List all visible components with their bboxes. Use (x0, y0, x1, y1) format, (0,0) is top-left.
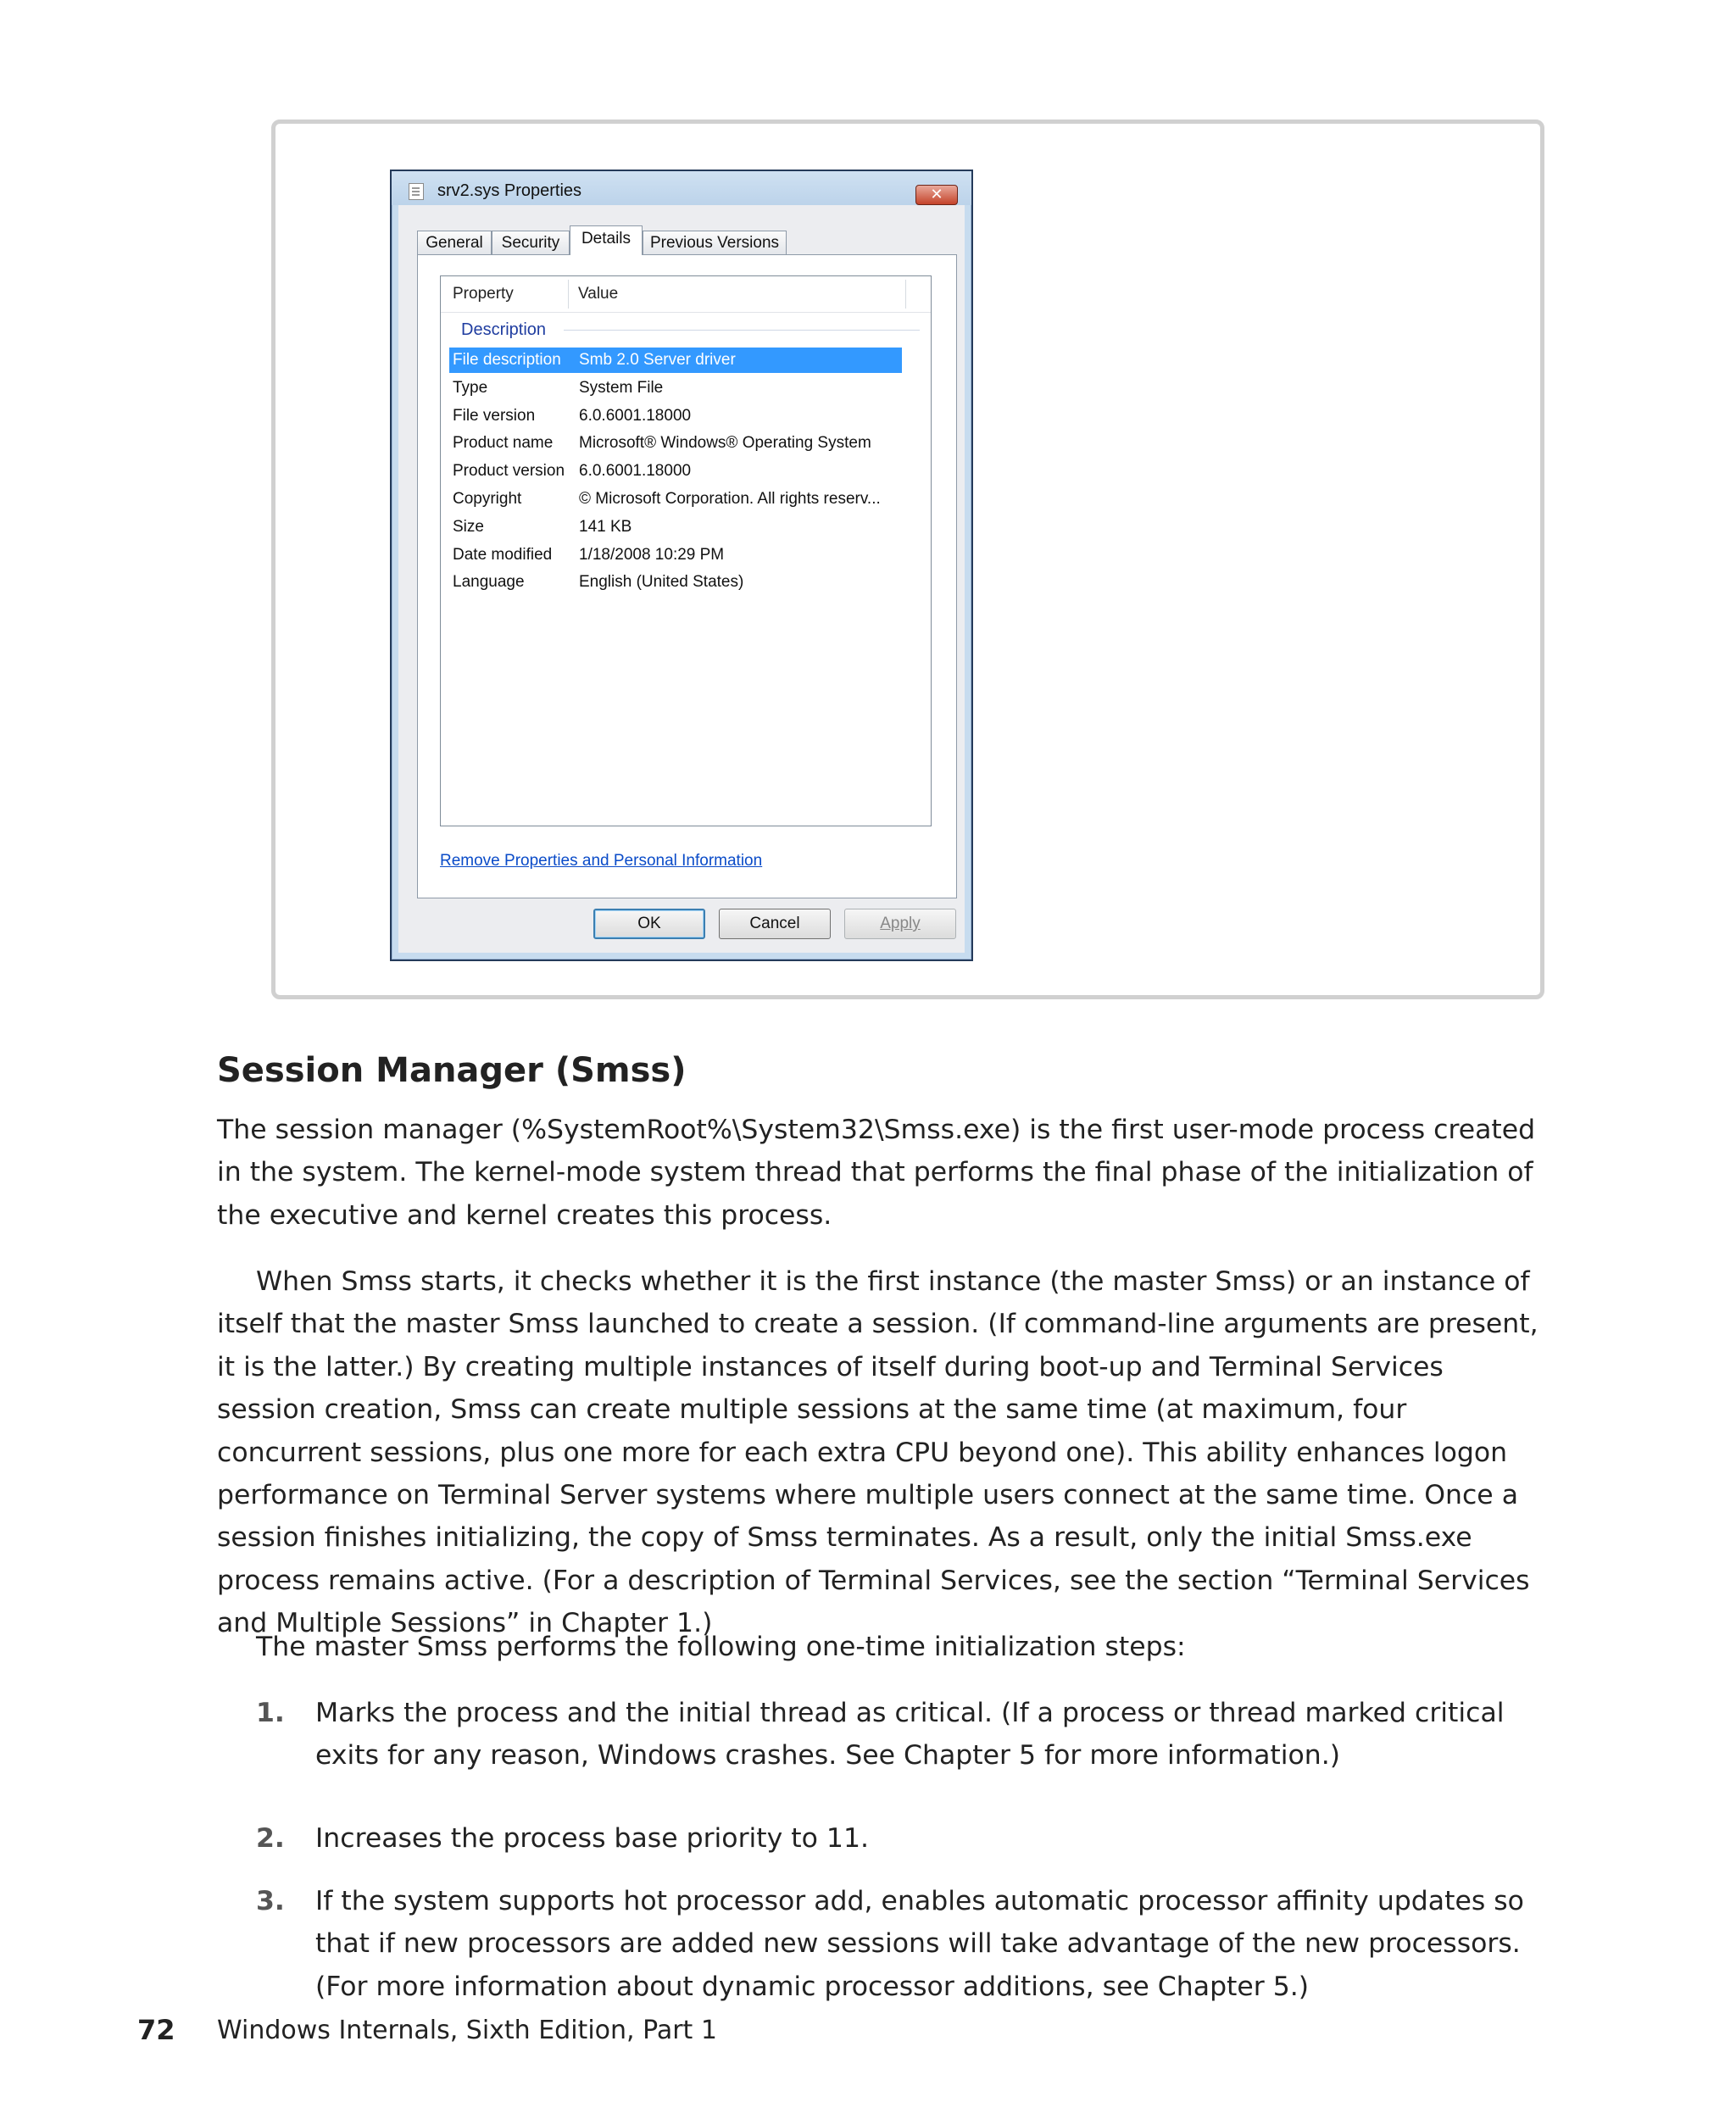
property-row[interactable] (449, 514, 902, 542)
property-row[interactable] (449, 542, 902, 570)
property-value: © Microsoft Corporation. All rights reserv... (579, 489, 881, 508)
list-text: If the system supports hot processor add, enables automatic processor affinity updates so that if new processors are added new sessions will take advantage of the new processors. (For more information about dynamic processor additions, see Chapter 5.) (315, 1886, 1524, 2002)
property-name: Product name (453, 434, 554, 453)
dialog-title: srv2.sys Properties (437, 181, 582, 200)
list-text: Marks the process and the initial thread as critical. (If a process or thread marked critical exits for any reason, Windows crashes. See Chapter 5 for more information.) (315, 1698, 1505, 1771)
list-number: 2. (256, 1823, 285, 1854)
property-value: 141 KB (579, 517, 632, 536)
property-value: System File (579, 378, 664, 397)
dialog-client (398, 205, 965, 953)
property-value: Microsoft® Windows® Operating System (579, 434, 871, 453)
tab-general[interactable]: General (417, 231, 492, 254)
tab-details[interactable]: Details (570, 225, 643, 255)
running-footer: Windows Internals, Sixth Edition, Part 1 (217, 2016, 717, 2045)
paragraph-2: When Smss starts, it checks whether it is the first instance (the master Smss) or an instance of itself that the master Smss launched to create a session. (If command-line arguments are present, it is the latter.) By creating multiple instances of itself during boot-up and Terminal Services session creation, Smss can create multiple sessions at the same time (at maximum, four concurrent sessions, plus one more for each extra CPU beyond one). This ability enhances logon performance on Terminal Server systems where multiple users connect at the same time. Once a session finishes initializing, the copy of Smss terminates. As a result, only the initial Smss.exe process remains active. (For a description of Terminal Services, see the section “Terminal Services and Multiple Sessions” in Chapter 1.) (217, 1266, 1538, 1639)
property-value: 6.0.6001.18000 (579, 406, 692, 425)
paragraph-1: The session manager (%SystemRoot%\System32\Smss.exe) is the first user-mode process created in the system. The kernel-mode system thread that performs the final phase of the initialization of the executive and kernel creates this process. (217, 1115, 1536, 1231)
property-value: Smb 2.0 Server driver (579, 351, 736, 369)
tab-previous-versions[interactable]: Previous Versions (643, 231, 787, 254)
property-name: File version (453, 406, 536, 425)
group-description: Description (461, 320, 547, 339)
file-icon (409, 183, 424, 200)
property-value: English (United States) (579, 573, 744, 592)
tab-security[interactable]: Security (492, 231, 570, 254)
property-name: File description (453, 351, 561, 369)
property-row[interactable] (449, 348, 902, 373)
property-name: Type (453, 378, 488, 397)
remove-properties-link[interactable]: Remove Properties and Personal Information (440, 852, 763, 870)
list-number: 1. (256, 1698, 285, 1728)
column-value[interactable]: Value (578, 285, 619, 303)
list-header (441, 276, 931, 313)
column-property[interactable]: Property (453, 285, 514, 303)
property-rows (449, 348, 902, 598)
column-separator (568, 280, 569, 309)
property-name: Copyright (453, 489, 522, 508)
close-button[interactable]: ✕ (915, 185, 958, 205)
property-name: Language (453, 573, 525, 592)
dialog-titlebar (392, 171, 971, 205)
property-row[interactable] (449, 375, 902, 403)
property-value: 1/18/2008 10:29 PM (579, 545, 725, 564)
property-row[interactable] (449, 570, 902, 598)
property-list[interactable] (440, 275, 932, 826)
property-name: Product version (453, 462, 565, 481)
page-number: 72 (137, 2014, 175, 2046)
property-name: Size (453, 517, 484, 536)
property-name: Date modified (453, 545, 553, 564)
apply-button[interactable] (844, 909, 956, 939)
property-value: 6.0.6001.18000 (579, 462, 692, 481)
cancel-button[interactable]: Cancel (719, 909, 831, 939)
column-separator (905, 280, 906, 309)
section-heading: Session Manager (Smss) (217, 1051, 687, 1090)
list-text: Increases the process base priority to 11. (315, 1823, 870, 1854)
list-number: 3. (256, 1886, 285, 1916)
apply-label: Apply (880, 915, 921, 932)
details-panel (417, 254, 957, 898)
paragraph-3: The master Smss performs the following one-time initialization steps: (256, 1632, 1186, 1662)
property-row[interactable] (449, 487, 902, 514)
ok-button[interactable]: OK (593, 909, 705, 939)
group-divider (564, 330, 920, 331)
property-row[interactable] (449, 431, 902, 459)
property-row[interactable] (449, 403, 902, 431)
properties-dialog (390, 170, 973, 961)
property-row[interactable] (449, 459, 902, 487)
